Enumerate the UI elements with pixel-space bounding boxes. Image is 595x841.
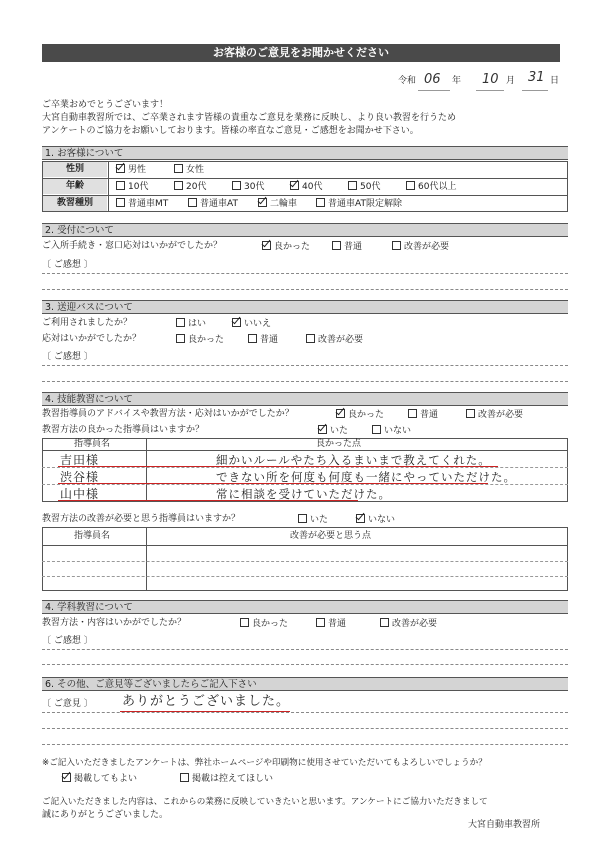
other-comment-line[interactable] (42, 728, 568, 729)
checkbox-icon[interactable] (240, 618, 249, 627)
section-other-title: 6. その他、ご意見等ございましたらご記入下さい (42, 677, 568, 691)
age-option-60s-plus[interactable]: 60代以上 (406, 181, 456, 193)
checkbox-icon[interactable] (372, 425, 381, 434)
bus-service-improve[interactable]: 改善が必要 (306, 334, 363, 346)
publish-yes-option[interactable]: 掲載してもよい (62, 773, 137, 785)
red-underline (58, 500, 358, 501)
checkbox-checked-icon[interactable] (232, 318, 241, 327)
checkbox-checked-icon[interactable] (290, 181, 299, 190)
checkbox-icon[interactable] (380, 618, 389, 627)
age-option-40s[interactable]: 40代 (290, 181, 322, 193)
good-row-2-point[interactable]: できない所を何度も何度も一緒にやっていただけた。 (216, 470, 516, 484)
good-table-header-point: 良かった点 (316, 439, 362, 449)
date-year-label: 年 (452, 76, 462, 86)
checkbox-icon[interactable] (306, 334, 315, 343)
publish-question: ※ご記入いただきましたアンケートは、弊社ホームページや印刷物に使用させていただいてもよろしいでしょうか？ (42, 758, 487, 768)
section-skill-title: 4. 技能教習について (42, 392, 568, 406)
checkbox-icon[interactable] (188, 198, 197, 207)
date-day[interactable]: 31 (528, 70, 545, 85)
checkbox-icon[interactable] (174, 164, 183, 173)
academic-question: 教習方法・内容はいかがでしたか？ (42, 618, 187, 628)
academic-option-improve[interactable]: 改善が必要 (380, 618, 437, 630)
reception-question: ご入所手続き・窓口応対はいかがでしたか？ (42, 241, 223, 251)
good-row-3-name[interactable]: 山中様 (60, 487, 100, 501)
skill-q2-yes[interactable]: いた (318, 425, 348, 437)
checkbox-checked-icon[interactable] (116, 164, 125, 173)
section-reception-title: 2. 受付について (42, 223, 568, 237)
academic-option-normal[interactable]: 普通 (316, 618, 346, 630)
course-option-at-release[interactable]: 普通車AT限定解除 (316, 198, 402, 210)
checkbox-icon[interactable] (248, 334, 257, 343)
bus-service-good[interactable]: 良かった (176, 334, 224, 346)
bus-service-normal[interactable]: 普通 (248, 334, 278, 346)
red-underline (58, 466, 498, 467)
checkbox-icon[interactable] (466, 409, 475, 418)
date-day-label: 日 (550, 76, 560, 86)
bus-comment-line[interactable] (42, 381, 568, 382)
date-month-label: 月 (506, 76, 516, 86)
good-row-3-point[interactable]: 常に相談を受けていただけた。 (216, 487, 391, 501)
checkbox-checked-icon[interactable] (262, 241, 271, 250)
skill-q2: 教習方法の良かった指導員はいますか？ (42, 425, 205, 435)
closing-line-1: ご記入いただきました内容は、これからの業務に反映していきたいと思います。アンケートにご協力いただきまして (42, 797, 488, 807)
skill-q1: 教習指導員のアドバイスや教習方法・応対はいかがでしたか？ (42, 409, 294, 419)
date-era: 令和 (398, 76, 417, 86)
closing-line-2: 誠にありがとうございました。 (42, 810, 169, 820)
checkbox-icon[interactable] (332, 241, 341, 250)
date-year[interactable]: 06 (424, 72, 441, 87)
bus-service-question: 応対はいかがでしたか？ (42, 334, 142, 344)
reception-comment-line[interactable] (42, 289, 568, 290)
checkbox-icon[interactable] (316, 198, 325, 207)
intro-line-2: 大宮自動車教習所では、ご卒業されます皆様の貴重なご意見を業務に反映し、より良い教習を行うため (42, 113, 457, 123)
good-row-1-point[interactable]: 細かいルールやたち入るまいまで教えてくれた。 (216, 453, 491, 467)
section-academic-title: 4. 学科教習について (42, 600, 568, 614)
skill-q1-improve[interactable]: 改善が必要 (466, 409, 523, 421)
age-option-50s[interactable]: 50代 (348, 181, 380, 193)
age-option-10s[interactable]: 10代 (116, 181, 148, 193)
good-row-2-name[interactable]: 渋谷様 (60, 470, 100, 484)
reception-comment-line[interactable] (42, 273, 568, 274)
other-comment-text[interactable]: ありがとうございました。 (122, 694, 291, 709)
other-comment-line[interactable] (42, 712, 568, 713)
intro-line-1: ご卒業おめでとうございます！ (42, 100, 169, 110)
skill-q1-good[interactable]: 良かった (336, 409, 384, 421)
checkbox-icon[interactable] (174, 181, 183, 190)
age-option-30s[interactable]: 30代 (232, 181, 264, 193)
checkbox-icon[interactable] (116, 181, 125, 190)
checkbox-icon[interactable] (176, 334, 185, 343)
checkbox-icon[interactable] (348, 181, 357, 190)
checkbox-checked-icon[interactable] (258, 198, 267, 207)
checkbox-icon[interactable] (298, 514, 307, 523)
skill-q3-yes[interactable]: いた (298, 514, 328, 526)
skill-q2-no[interactable]: いない (372, 425, 411, 437)
reception-option-good[interactable]: 良かった (262, 241, 310, 253)
reception-option-normal[interactable]: 普通 (332, 241, 362, 253)
bus-comment-label: 〔 ご感想 〕 (42, 352, 93, 362)
other-comment-label: 〔 ご意見 〕 (42, 699, 93, 709)
bad-table-header-point: 改善が必要と思う点 (290, 531, 372, 541)
skill-q1-normal[interactable]: 普通 (408, 409, 438, 421)
form-title: お客様のご意見をお聞かせください (42, 44, 560, 62)
bus-use-no[interactable]: いいえ (232, 318, 271, 330)
publish-no-option[interactable]: 掲載は控えてほしい (180, 773, 273, 785)
skill-q3: 教習方法の改善が必要と思う指導員はいますか？ (42, 514, 241, 524)
checkbox-icon[interactable] (408, 409, 417, 418)
course-label: 教習種別 (43, 196, 107, 211)
intro-line-3: アンケートのご協力をお願いしております。皆様の率直なご意見・ご感想をお聞かせ下さい。 (42, 126, 419, 136)
checkbox-icon[interactable] (180, 773, 189, 782)
age-option-20s[interactable]: 20代 (174, 181, 206, 193)
bus-use-yes[interactable]: はい (176, 318, 206, 330)
age-label: 年齢 (43, 179, 107, 194)
bus-comment-line[interactable] (42, 365, 568, 366)
skill-q3-no[interactable]: いない (356, 514, 395, 526)
checkbox-checked-icon[interactable] (318, 425, 327, 434)
checkbox-icon[interactable] (392, 241, 401, 250)
course-option-motorcycle[interactable]: 二輪車 (258, 198, 297, 210)
checkbox-icon[interactable] (232, 181, 241, 190)
section-customer-title: 1. お客様について (42, 146, 568, 160)
course-option-mt[interactable]: 普通車MT (116, 198, 168, 210)
bad-table-header-name: 指導員名 (74, 531, 111, 541)
footer-school-name: 大宮自動車教習所 (468, 820, 541, 830)
gender-female-option[interactable]: 女性 (174, 164, 204, 176)
checkbox-checked-icon[interactable] (336, 409, 345, 418)
checkbox-icon[interactable] (116, 198, 125, 207)
academic-option-good[interactable]: 良かった (240, 618, 288, 630)
academic-comment-line[interactable] (42, 649, 568, 650)
academic-comment-label: 〔 ご感想 〕 (42, 636, 93, 646)
course-option-at[interactable]: 普通車AT (188, 198, 238, 210)
date-month[interactable]: 10 (482, 72, 499, 87)
section-bus-title: 3. 送迎バスについて (42, 300, 568, 314)
red-underline (58, 483, 488, 484)
checkbox-checked-icon[interactable] (62, 773, 71, 782)
reception-option-improve[interactable]: 改善が必要 (392, 241, 449, 253)
gender-label: 性別 (43, 162, 107, 177)
bus-use-question: ご利用されましたか？ (42, 318, 133, 328)
good-table-header-name: 指導員名 (74, 439, 111, 449)
checkbox-checked-icon[interactable] (356, 514, 365, 523)
academic-comment-line[interactable] (42, 664, 568, 665)
checkbox-icon[interactable] (406, 181, 415, 190)
checkbox-icon[interactable] (316, 618, 325, 627)
checkbox-icon[interactable] (176, 318, 185, 327)
good-row-1-name[interactable]: 吉田様 (60, 453, 100, 467)
other-comment-line[interactable] (42, 744, 568, 745)
reception-comment-label: 〔 ご感想 〕 (42, 260, 93, 270)
gender-male-option[interactable]: 男性 (116, 164, 146, 176)
